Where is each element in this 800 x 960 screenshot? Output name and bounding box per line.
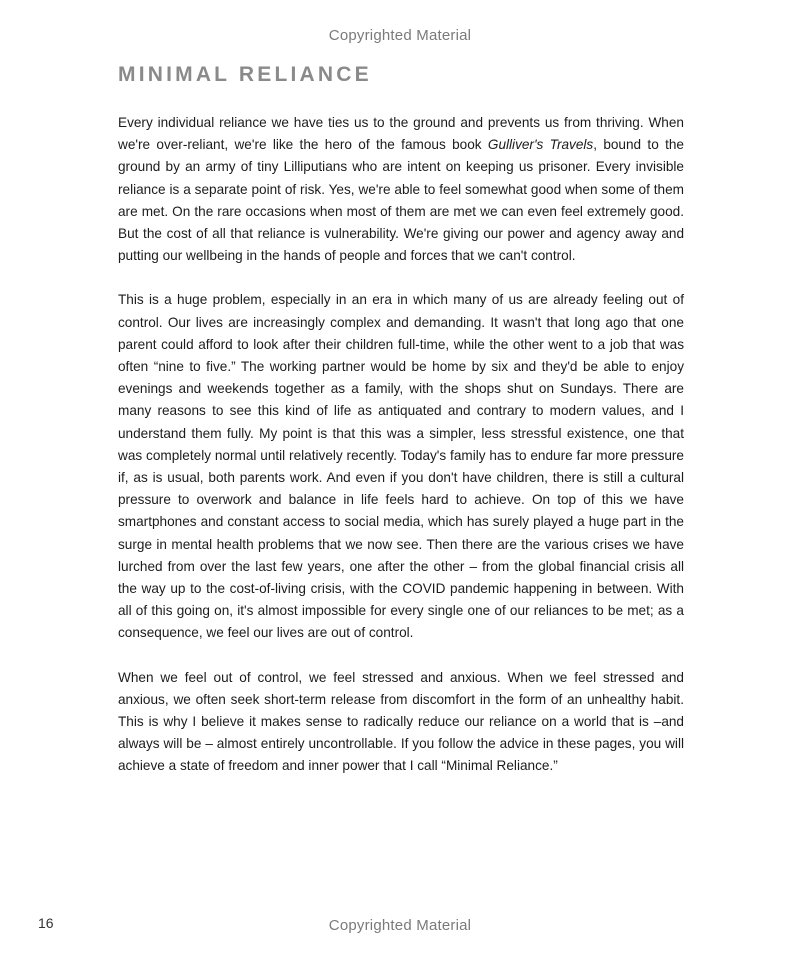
watermark-bottom: Copyrighted Material bbox=[328, 917, 472, 934]
paragraph-2: This is a huge problem, especially in an era in which many of us are already feeling out of control. Our lives are increasingly complex and demanding. It wasn't that long ago that one parent could afford to look after their children full-time, while the other went to a job that was often “nine to five.” The working partner would be home by six and they'd be able to enjoy evenings and weekends together as a family, with the shops shut on Sundays. There are many reasons to see this kind of life as antiquated and contrary to modern values, and I understand them fully. My point is that this was a simpler, less stressful existence, one that was completely normal until relatively recently. Today's family has to endure far more pressure if, as is usual, both parents work. And even if you don't have children, there is still a cultural pressure to overwork and balance in life feels hard to achieve. On top of this we have smartphones and constant access to social media, which has surely played a huge part in the surge in mental health problems that we now see. Then there are the various crises we have lurched from over the last few years, one after the other – from the global financial crisis all the way up to the cost-of-living crisis, with the COVID pandemic happening in between. With all of this going on, it's almost impossible for every single one of our reliances to be met; as a consequence, we feel our lives are out of control. bbox=[118, 292, 684, 641]
paragraph-3: When we feel out of control, we feel stressed and anxious. When we feel stressed and anxious, we often seek short-term release from discomfort in the form of an unhealthy habit. This is why I believe it makes sense to radically reduce our reliance on a world that is –and always will be – almost entirely uncontrollable. If you follow the advice in these pages, you will achieve a state of freedom and inner power that I call “Minimal Reliance.” bbox=[118, 669, 684, 774]
paragraph-1-after: , bound to the ground by an army of tiny Lilliputians who are intent on keeping us prisoner. Every invisible reliance is a separate point of risk. Yes, we're able to feel somewhat good when some of them are met. On the rare occasions when most of them are met we can even feel extremely good. But the cost of all that reliance is vulnerability. We're giving our power and agency away and putting our wellbeing in the hands of people and forces that we can't control. bbox=[118, 137, 684, 264]
body-text bbox=[118, 112, 684, 800]
watermark-top: Copyrighted Material bbox=[328, 27, 472, 44]
section-heading: MINIMAL RELIANCE bbox=[118, 63, 372, 86]
book-title: Gulliver's Travels bbox=[487, 137, 594, 153]
paragraph-1-before: Every individual reliance we have ties us to the ground and prevents us from thriving. When we're over-reliant, we're like the hero of the famous book bbox=[118, 115, 684, 153]
page-number: 16 bbox=[38, 915, 54, 931]
paragraph-1 bbox=[118, 112, 684, 267]
